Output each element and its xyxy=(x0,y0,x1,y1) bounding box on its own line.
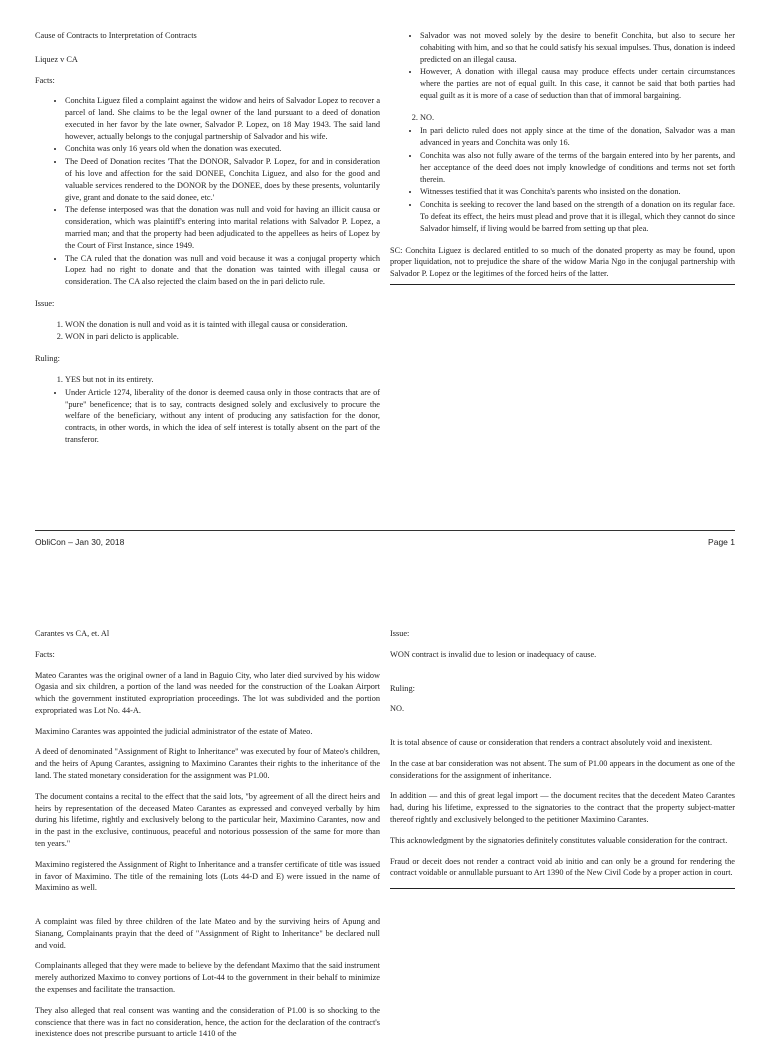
list-item: 1. YES but not in its entirety. xyxy=(65,374,380,386)
list-item: 1. WON the donation is null and void as it is tainted with illegal causa or consideration. xyxy=(65,319,380,331)
list-item: 2. NO. xyxy=(420,112,735,124)
paragraph: The document contains a recital to the effect that the said lots, "by agreement of all the direct heirs and heirs by representation of the deceased Mateo Carantes as expressed and conveyed verbally by him during his lifetime, rightly and exclusively belong to the particular heir, Maximino Carantes, now and in the past in the exclusive, continuous, peaceful and notorious possession of the same for more than ten years." xyxy=(35,791,380,848)
paragraph: Maximino Carantes was appointed the judicial administrator of the estate of Mateo. xyxy=(35,726,313,736)
paragraph: It is total absence of cause or consideration that renders a contract absolutely void and inexistent. xyxy=(390,738,713,748)
page-2-right-column xyxy=(390,628,735,1024)
page-2 xyxy=(0,600,768,1039)
list-item: • Conchita was only 16 years old when the donation was executed. xyxy=(65,143,380,155)
list-item: • The CA ruled that the donation was null and void because it was a conjugal property which Lopez had no right to donate and that the donation was tainted with illegal causa or consideration. The CA also rejected the claim based on the in pari delicto rule. xyxy=(65,253,380,288)
case-name: Liquez v CA xyxy=(35,54,78,64)
paragraph: Mateo Carantes was the original owner of a land in Baguio City, who later died survived by his widow Ogasia and six children, a portion of the land was needed for the construction of the Loakan Airport which the government instituted expropriation proceedings. The lot was subdivided and the portion expropriated was Lot No. 44-A. xyxy=(35,670,380,715)
ruling-continued-list xyxy=(390,30,735,102)
list-item: • Witnesses testified that it was Conchita's parents who insisted on the donation. xyxy=(420,186,735,198)
issue-heading: Issue: xyxy=(35,298,55,308)
paragraph: A complaint was filed by three children of the late Mateo and by the surviving heirs of Apung and Sianang, Complainants prayin that the deed of "Assignment of Right to Inheritance" be declared null and void. xyxy=(35,917,380,950)
paragraph: They also alleged that real consent was wanting and the consideration of P1.00 is so shocking to the conscience that there was in fact no consideration, hence, the action for the declaration of the contract's inexistence does not prescribe pursuant to article 1410 of the xyxy=(35,1005,380,1039)
ruling-list xyxy=(35,374,380,446)
list-item: • The Deed of Donation recites 'That the DONOR, Salvador P. Lopez, for and in consideration of his love and affection for the said DONEE, Conchita Liguez, and also for the good and valuable services rendered to the DONOR by the DONEE, does by these presents, voluntarily give, grant and donate to the said donee, etc.' xyxy=(65,156,380,203)
page-2-left-column xyxy=(35,628,380,1039)
paragraph: Fraud or deceit does not render a contract void ab initio and can only be a ground for rendering the contract voidable or annullable pursuant to Art 1390 of the New Civil Code by a proper action in court. xyxy=(390,856,735,878)
facts-list xyxy=(35,95,380,288)
page-1-left-column xyxy=(35,30,380,500)
page-1-right-column xyxy=(390,30,735,330)
footer-left: ObliCon – Jan 30, 2018 xyxy=(35,537,125,547)
list-item: • Conchita is seeking to recover the land based on the strength of a donation on its regular face. To defeat its effect, the heirs must plead and prove that it is illegal, which they cannot do since Salvador himself, if living would be barred from setting up that plea. xyxy=(420,199,735,234)
page-number: Page 1 xyxy=(708,537,735,547)
issues-list xyxy=(35,319,380,344)
issue-heading: Issue: xyxy=(390,629,410,638)
facts-heading: Facts: xyxy=(35,75,55,85)
list-item: • Conchita Liguez filed a complaint against the widow and heirs of Salvador Lopez to recover a parcel of land. She claims to be the legal owner of the land pursuant to a deed of donation executed in her favor by the late owner, Salvador P. Lopez, on 18 May 1943. The said land however, actually belongs to the conjugal partnership of Salvador and his wife. xyxy=(65,95,380,142)
paragraph: This acknowledgment by the signatories definitely constitutes valuable consideration for the contract. xyxy=(390,835,728,845)
paragraph: In addition — and this of great legal import — the document recites that the decedent Mateo Carantes had, during his lifetime, expressed to the signatories to the contract that the property subject-matter thereof rightly and exclusively belonged to the petitioner Maximino Carantes. xyxy=(390,791,735,825)
paragraph: In the case at bar consideration was not absent. The sum of P1.00 appears in the document as one of the considerations for the assignment of inheritance. xyxy=(390,758,735,780)
facts-heading: Facts: xyxy=(35,649,55,659)
list-item: • The defense interposed was that the donation was null and void for having an illicit causa or consideration, which was plaintiff's entering into marital relations with Salvador P. Lopez, a married man; and that the property had been adjudicated to the appellees as heirs of Lopez by the Court of First Instance, since 1949. xyxy=(65,204,380,251)
list-item: • In pari delicto ruled does not apply since at the time of the donation, Salvador was a man advanced in years and Conchita was only 16. xyxy=(420,125,735,149)
list-item: • Conchita was also not fully aware of the terms of the bargain entered into by her parents, and her acceptance of the deed does not imply knowledge of conditions and terms not set forth therein. xyxy=(420,150,735,185)
page-footer xyxy=(35,530,735,547)
list-item: 2. WON in pari delicto is applicable. xyxy=(65,331,380,343)
list-item: • Under Article 1274, liberality of the donor is deemed causa only in those contracts that are of "pure" beneficence; that is to say, contracts designed solely and exclusively to procure the welfare of the beneficiary, without any intent of producing any satisfaction for the donor, contracts, in other words, in which the idea of self interest is totally absent on the part of the transferor. xyxy=(65,387,380,446)
paragraph: Maximino registered the Assignment of Right to Inheritance and a transfer certificate of title was issued in favor of Maximino. The title of the remaining lots (Lots 44-D and E) were issued in the name of Maximino as well. xyxy=(35,859,380,893)
document-title: Cause of Contracts to Interpretation of Contracts xyxy=(35,31,197,40)
paragraph: Complainants alleged that they were made to believe by the defendant Maximo that the said instrument merely authorized Maximo to convey portions of Lot-44 to the government in their behalf to minimize the expenses and facilitate the transaction. xyxy=(35,961,380,994)
case-name: Carantes vs CA, et. Al xyxy=(35,629,110,638)
paragraph: A deed of denominated "Assignment of Right to Inheritance" was executed by four of Mateo's children, and the heirs of Apung Carantes, assigning to Maximino Carantes their rights to the inheritance of the land. The stated monetary consideration for the assignment was P1.00. xyxy=(35,747,380,781)
sc-decision: SC: Conchita Liguez is declared entitled to so much of the donated property as may be found, upon proper liquidation, not to prejudice the share of the widow Maria Ngo in the conjugal partnership with Salvador P. Lopez or the legitimes of the forced heirs of the latter. xyxy=(390,245,735,285)
list-item: • Salvador was not moved solely by the desire to benefit Conchita, but also to secure her cohabiting with him, and so that he could satisfy his sexual impulses. Thus, donation is indeed predicted on an illegal causa. xyxy=(420,30,735,65)
list-item: • However, A donation with illegal causa may produce effects under certain circumstances where the parties are not of equal guilt. In this case, it cannot be said that both parties had equal guilt as it is more of a case of seduction than that of immoral bargaining. xyxy=(420,66,735,101)
ruling-heading: Ruling: xyxy=(390,683,415,693)
section-divider xyxy=(390,888,735,889)
ruling-number-2 xyxy=(390,112,735,124)
ruling-answer: NO. xyxy=(390,704,405,714)
ruling-heading: Ruling: xyxy=(35,354,60,364)
in-pari-delicto-list xyxy=(390,125,735,234)
issue-text: WON contract is invalid due to lesion or inadequacy of cause. xyxy=(390,649,597,659)
